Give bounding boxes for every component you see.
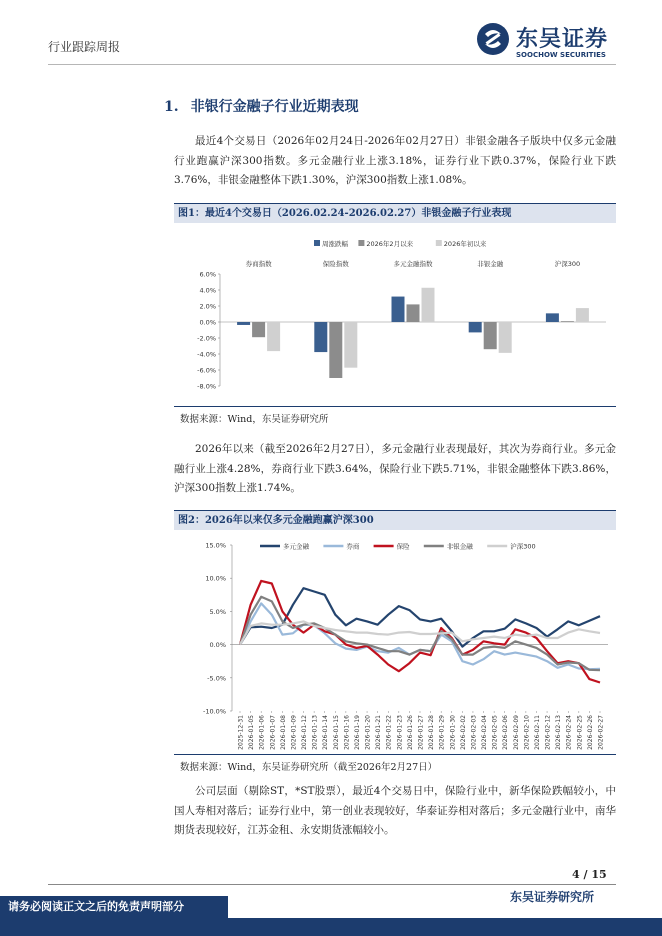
y-tick-label: -4.0% [197, 350, 216, 359]
figure-1-title: 图1：最近4个交易日（2026.02.24-2026.02.27）非银金融子行业表现 [174, 203, 616, 223]
category-label: 多元金融指数 [393, 260, 433, 268]
paragraph-3-text: 公司层面（剔除ST，*ST股票），最近4个交易日中，保险行业中，新华保险跌幅较小，中国人寿相对落后；证券行业中，第一创业表现较好，华泰证券相对落后；多元金融行业中，南华期货表现较好，江苏金租、永安期货涨幅较小。 [174, 785, 616, 836]
x-tick-label: 2026-01-23 [396, 715, 404, 750]
bar [252, 322, 265, 337]
x-tick-label: 2026-01-15 [332, 715, 340, 750]
paragraph-2 [174, 440, 616, 499]
figure-1-chart [174, 224, 616, 404]
logo-name-cn: 东吴证券 [516, 27, 609, 52]
bar [422, 288, 435, 322]
bar [561, 321, 574, 322]
x-tick-label: 2026-02-12 [544, 715, 552, 750]
x-tick-label: 2026-02-04 [481, 715, 489, 750]
x-tick-label: 2026-01-29 [438, 715, 446, 750]
x-tick-label: 2026-02-09 [512, 715, 520, 750]
x-tick-label: 2026-02-27 [597, 715, 605, 750]
x-tick-label: 2026-01-14 [322, 715, 330, 750]
y-tick-label: 0.0% [209, 641, 226, 650]
figure-2-title: 图2：2026年以来仅多元金融跑赢沪深300 [174, 510, 616, 530]
page-total: 15 [591, 868, 607, 881]
bar [499, 322, 512, 353]
x-tick-label: 2026-01-19 [353, 715, 361, 750]
x-tick-label: 2026-01-06 [258, 715, 266, 750]
bar [314, 322, 327, 352]
x-tick-label: 2026-01-07 [269, 715, 277, 750]
figure-1-source: 数据来源：Wind，东吴证券研究所 [180, 414, 329, 425]
y-tick-label: 4.0% [199, 286, 216, 295]
x-tick-label: 2026-01-09 [290, 715, 298, 750]
section-title [164, 96, 359, 116]
bar [392, 297, 405, 322]
figure-2-chart [174, 531, 616, 753]
x-tick-label: 2026-01-26 [406, 715, 414, 750]
y-tick-label: 0.0% [199, 318, 216, 327]
category-label: 非银金融 [477, 260, 504, 268]
x-tick-label: 2026-01-16 [343, 715, 351, 750]
legend-label: 周涨跌幅 [322, 240, 348, 248]
paragraph-3 [174, 782, 616, 841]
category-label: 沪深300 [554, 260, 581, 268]
bar [267, 322, 280, 351]
paragraph-1 [174, 132, 616, 191]
y-tick-label: -5.0% [207, 674, 226, 683]
y-tick-label: 6.0% [199, 270, 216, 279]
x-tick-label: 2026-02-24 [565, 715, 573, 750]
page-current: 4 [572, 868, 580, 881]
x-tick-label: 2025-12-31 [237, 715, 245, 750]
y-tick-label: 15.0% [205, 541, 226, 550]
logo-icon [476, 22, 510, 56]
x-tick-label: 2026-02-10 [523, 715, 531, 750]
bar [344, 322, 357, 368]
x-tick-label: 2026-01-28 [428, 715, 436, 750]
legend-label: 券商 [346, 542, 360, 551]
footer-band [0, 918, 662, 936]
category-label: 保险指数 [322, 260, 349, 268]
legend-label: 2026年2月以来 [366, 240, 414, 248]
x-tick-label: 2026-01-08 [279, 715, 287, 750]
x-tick-label: 2026-01-22 [385, 715, 393, 750]
figure-2-bottom-rule [174, 754, 616, 755]
x-tick-label: 2026-02-05 [491, 715, 499, 750]
bar [329, 322, 342, 378]
legend-swatch [436, 240, 442, 246]
y-tick-label: -2.0% [197, 334, 216, 343]
x-tick-label: 2026-01-30 [449, 715, 457, 750]
y-tick-label: 10.0% [205, 574, 226, 583]
x-tick-label: 2026-01-20 [364, 715, 372, 750]
brand-logo [476, 20, 626, 62]
category-label: 券商指数 [245, 260, 272, 268]
bar-chart [174, 224, 616, 404]
y-tick-label: -8.0% [197, 382, 216, 391]
legend-swatch [358, 240, 364, 246]
y-tick-label: -6.0% [197, 366, 216, 375]
legend-label: 2026年初以来 [443, 240, 487, 248]
bar [484, 322, 497, 349]
legend-swatch [314, 240, 320, 246]
report-category: 行业跟踪周报 [48, 40, 121, 54]
x-tick-label: 2026-02-13 [555, 715, 563, 750]
legend-label: 沪深300 [510, 542, 536, 551]
bar [237, 322, 250, 325]
y-tick-label: -10.0% [203, 707, 226, 716]
footer-divider [48, 884, 616, 885]
section-number: 1. [164, 99, 179, 115]
page-separator: / [583, 868, 588, 881]
disclaimer-banner: 请务必阅读正文之后的免责声明部分 [0, 896, 228, 918]
y-tick-label: 5.0% [209, 607, 226, 616]
paragraph-2-text: 2026年以来（截至2026年2月27日），多元金融行业表现最好，其次为券商行业。多元金融行业上涨4.28%，券商行业下跌3.64%，保险行业下跌5.71%，非银金融整体下跌3.86%，沪深300指数上涨1.74%。 [174, 443, 616, 494]
paragraph-1-text: 最近4个交易日（2026年02月24日-2026年02月27日）非银金融各子版块中仅多元金融行业跑赢沪深300指数。多元金融行业上涨3.18%，证券行业下跌0.37%，保险行业下跌3.76%，非银金融整体下跌1.30%，沪深300指数上涨1.08%。 [174, 135, 616, 186]
x-tick-label: 2026-02-11 [533, 715, 541, 750]
x-tick-label: 2026-01-12 [301, 715, 309, 750]
footer-institute: 东吴证券研究所 [510, 890, 595, 904]
legend-label: 非银金融 [446, 542, 473, 551]
header-divider [48, 64, 616, 65]
x-tick-label: 2026-02-02 [459, 715, 467, 750]
x-tick-label: 2026-02-03 [470, 715, 478, 750]
x-tick-label: 2026-02-25 [576, 715, 584, 750]
legend-label: 保险 [396, 542, 410, 551]
bar [469, 322, 482, 332]
x-tick-label: 2026-02-06 [502, 715, 510, 750]
legend-label: 多元金融 [283, 542, 309, 551]
figure-1-bottom-rule [174, 406, 616, 407]
x-tick-label: 2026-01-21 [375, 715, 383, 750]
x-tick-label: 2026-01-13 [311, 715, 319, 750]
page-number [572, 868, 607, 881]
section-title-text: 非银行金融子行业近期表现 [190, 99, 359, 115]
line-chart [174, 531, 616, 753]
bar [576, 308, 589, 322]
y-tick-label: 2.0% [199, 302, 216, 311]
x-tick-label: 2026-01-05 [248, 715, 256, 750]
x-tick-label: 2026-02-26 [586, 715, 594, 750]
x-tick-label: 2026-01-27 [417, 715, 425, 750]
bar [546, 313, 559, 322]
figure-2-source: 数据来源：Wind，东吴证券研究所（截至2026年2月27日） [180, 762, 438, 773]
logo-name-en: SOOCHOW SECURITIES [516, 51, 606, 59]
bar [407, 304, 420, 322]
